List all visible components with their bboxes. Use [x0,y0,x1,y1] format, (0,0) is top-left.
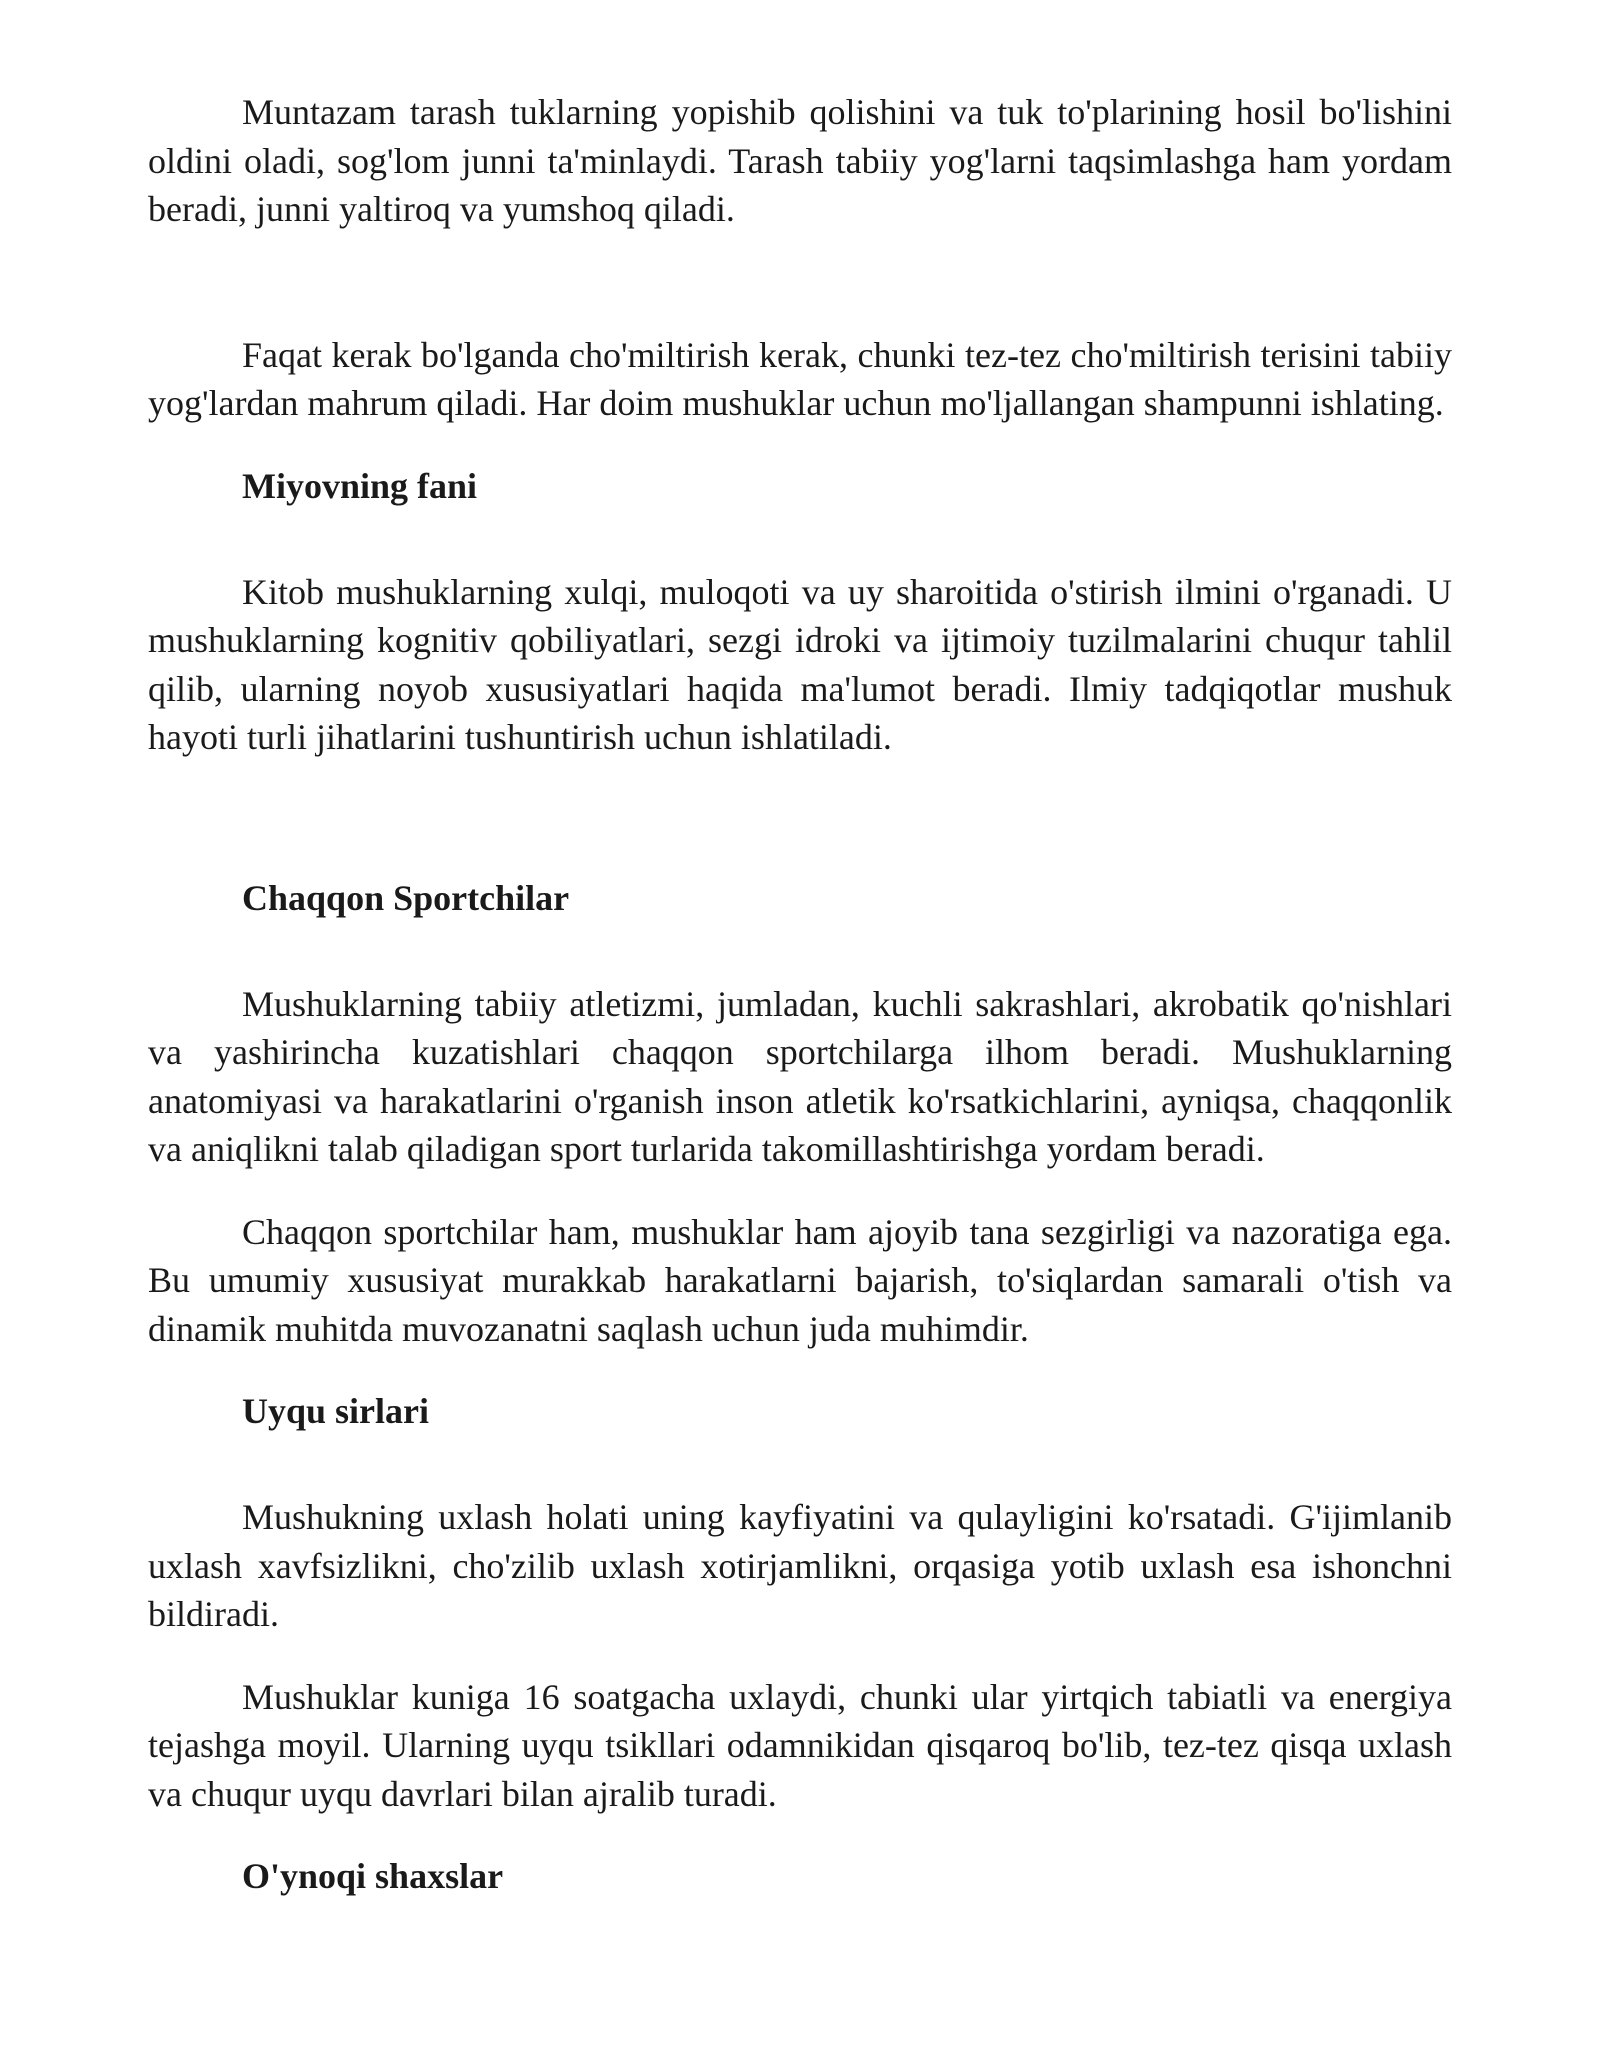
spacer [148,510,1452,568]
spacer [148,1818,1452,1852]
spacer [148,234,1452,331]
paragraph-sleep-hours: Mushuklar kuniga 16 soatgacha uxlaydi, chunki ular yirtqich tabiatli va energiya tejashga moyil. Ularning uyqu tsikllari odamnikidan qisqaroq bo'lib, tez-tez qisqa uxlash va chuqur uyqu davrlari bilan ajralib turadi. [148,1676,1452,1814]
spacer [148,1174,1452,1208]
spacer [148,428,1452,462]
paragraph-athletics: Mushuklarning tabiiy atletizmi, jumladan, kuchli sakrashlari, akrobatik qo'nishlari va yashirincha kuzatishlari chaqqon sportchilarga ilhom beradi. Mushuklarning anatomiyasi va harakatlarini o'rganish inson atletik ko'rsatkichlarini, ayniqsa, chaqqonlik va aniqlikni talab qiladigan sport turlarida takomillashtirishga yordam beradi. [148,983,1452,1169]
spacer [148,1639,1452,1673]
paragraph-bathing: Faqat kerak bo'lganda cho'miltirish kerak, chunki tez-tez cho'miltirish terisini tabiiy yog'lardan mahrum qiladi. Har doim mushuklar uchun mo'ljallangan shampunni ishlating. [148,334,1452,423]
heading-oynoqi-shaxslar: O'ynoqi shaxslar [242,1856,504,1896]
heading-miyovning-fani: Miyovning fani [242,465,478,506]
paragraph-body-control: Chaqqon sportchilar ham, mushuklar ham ajoyib tana sezgirligi va nazoratiga ega. Bu umumiy xususiyat murakkab harakatlarni bajarish, to'siqlardan samarali o'tish va dinamik muhitda muvozanatni saqlash uchun juda muhimdir. [148,1211,1452,1349]
spacer [148,762,1452,874]
paragraph-science: Kitob mushuklarning xulqi, muloqoti va uy sharoitida o'stirish ilmini o'rganadi. U mushuklarning kognitiv qobiliyatlari, sezgi idroki va ijtimoiy tuzilmalarini chuqur tahlil qilib, ularning noyob xususiyatlari haqida ma'lumot beradi. Ilmiy tadqiqotlar mushuk hayoti turli jihatlarini tushuntirish uchun ishlatiladi. [148,571,1452,757]
spacer [148,1435,1452,1493]
heading-uyqu-sirlari: Uyqu sirlari [242,1391,430,1431]
spacer [148,1353,1452,1387]
paragraph-sleep-position: Mushukning uxlash holati uning kayfiyatini va qulayligini ko'rsatadi. G'ijimlanib uxlash xavfsizlikni, cho'zilib uxlash xotirjamlikni, orqasiga yotib uxlash esa ishonchni bildiradi. [148,1497,1452,1634]
paragraph-grooming: Muntazam tarash tuklarning yopishib qolishini va tuk to'plarining hosil bo'lishini oldini oladi, sog'lom junni ta'minlaydi. Tarash tabiiy yog'larni taqsimlashga ham yordam beradi, junni yaltiroq va yumshoq qiladi. [148,92,1452,229]
heading-chaqqon-sportchilar: Chaqqon Sportchilar [242,877,570,918]
spacer [148,922,1452,980]
document-page [148,88,1452,1900]
